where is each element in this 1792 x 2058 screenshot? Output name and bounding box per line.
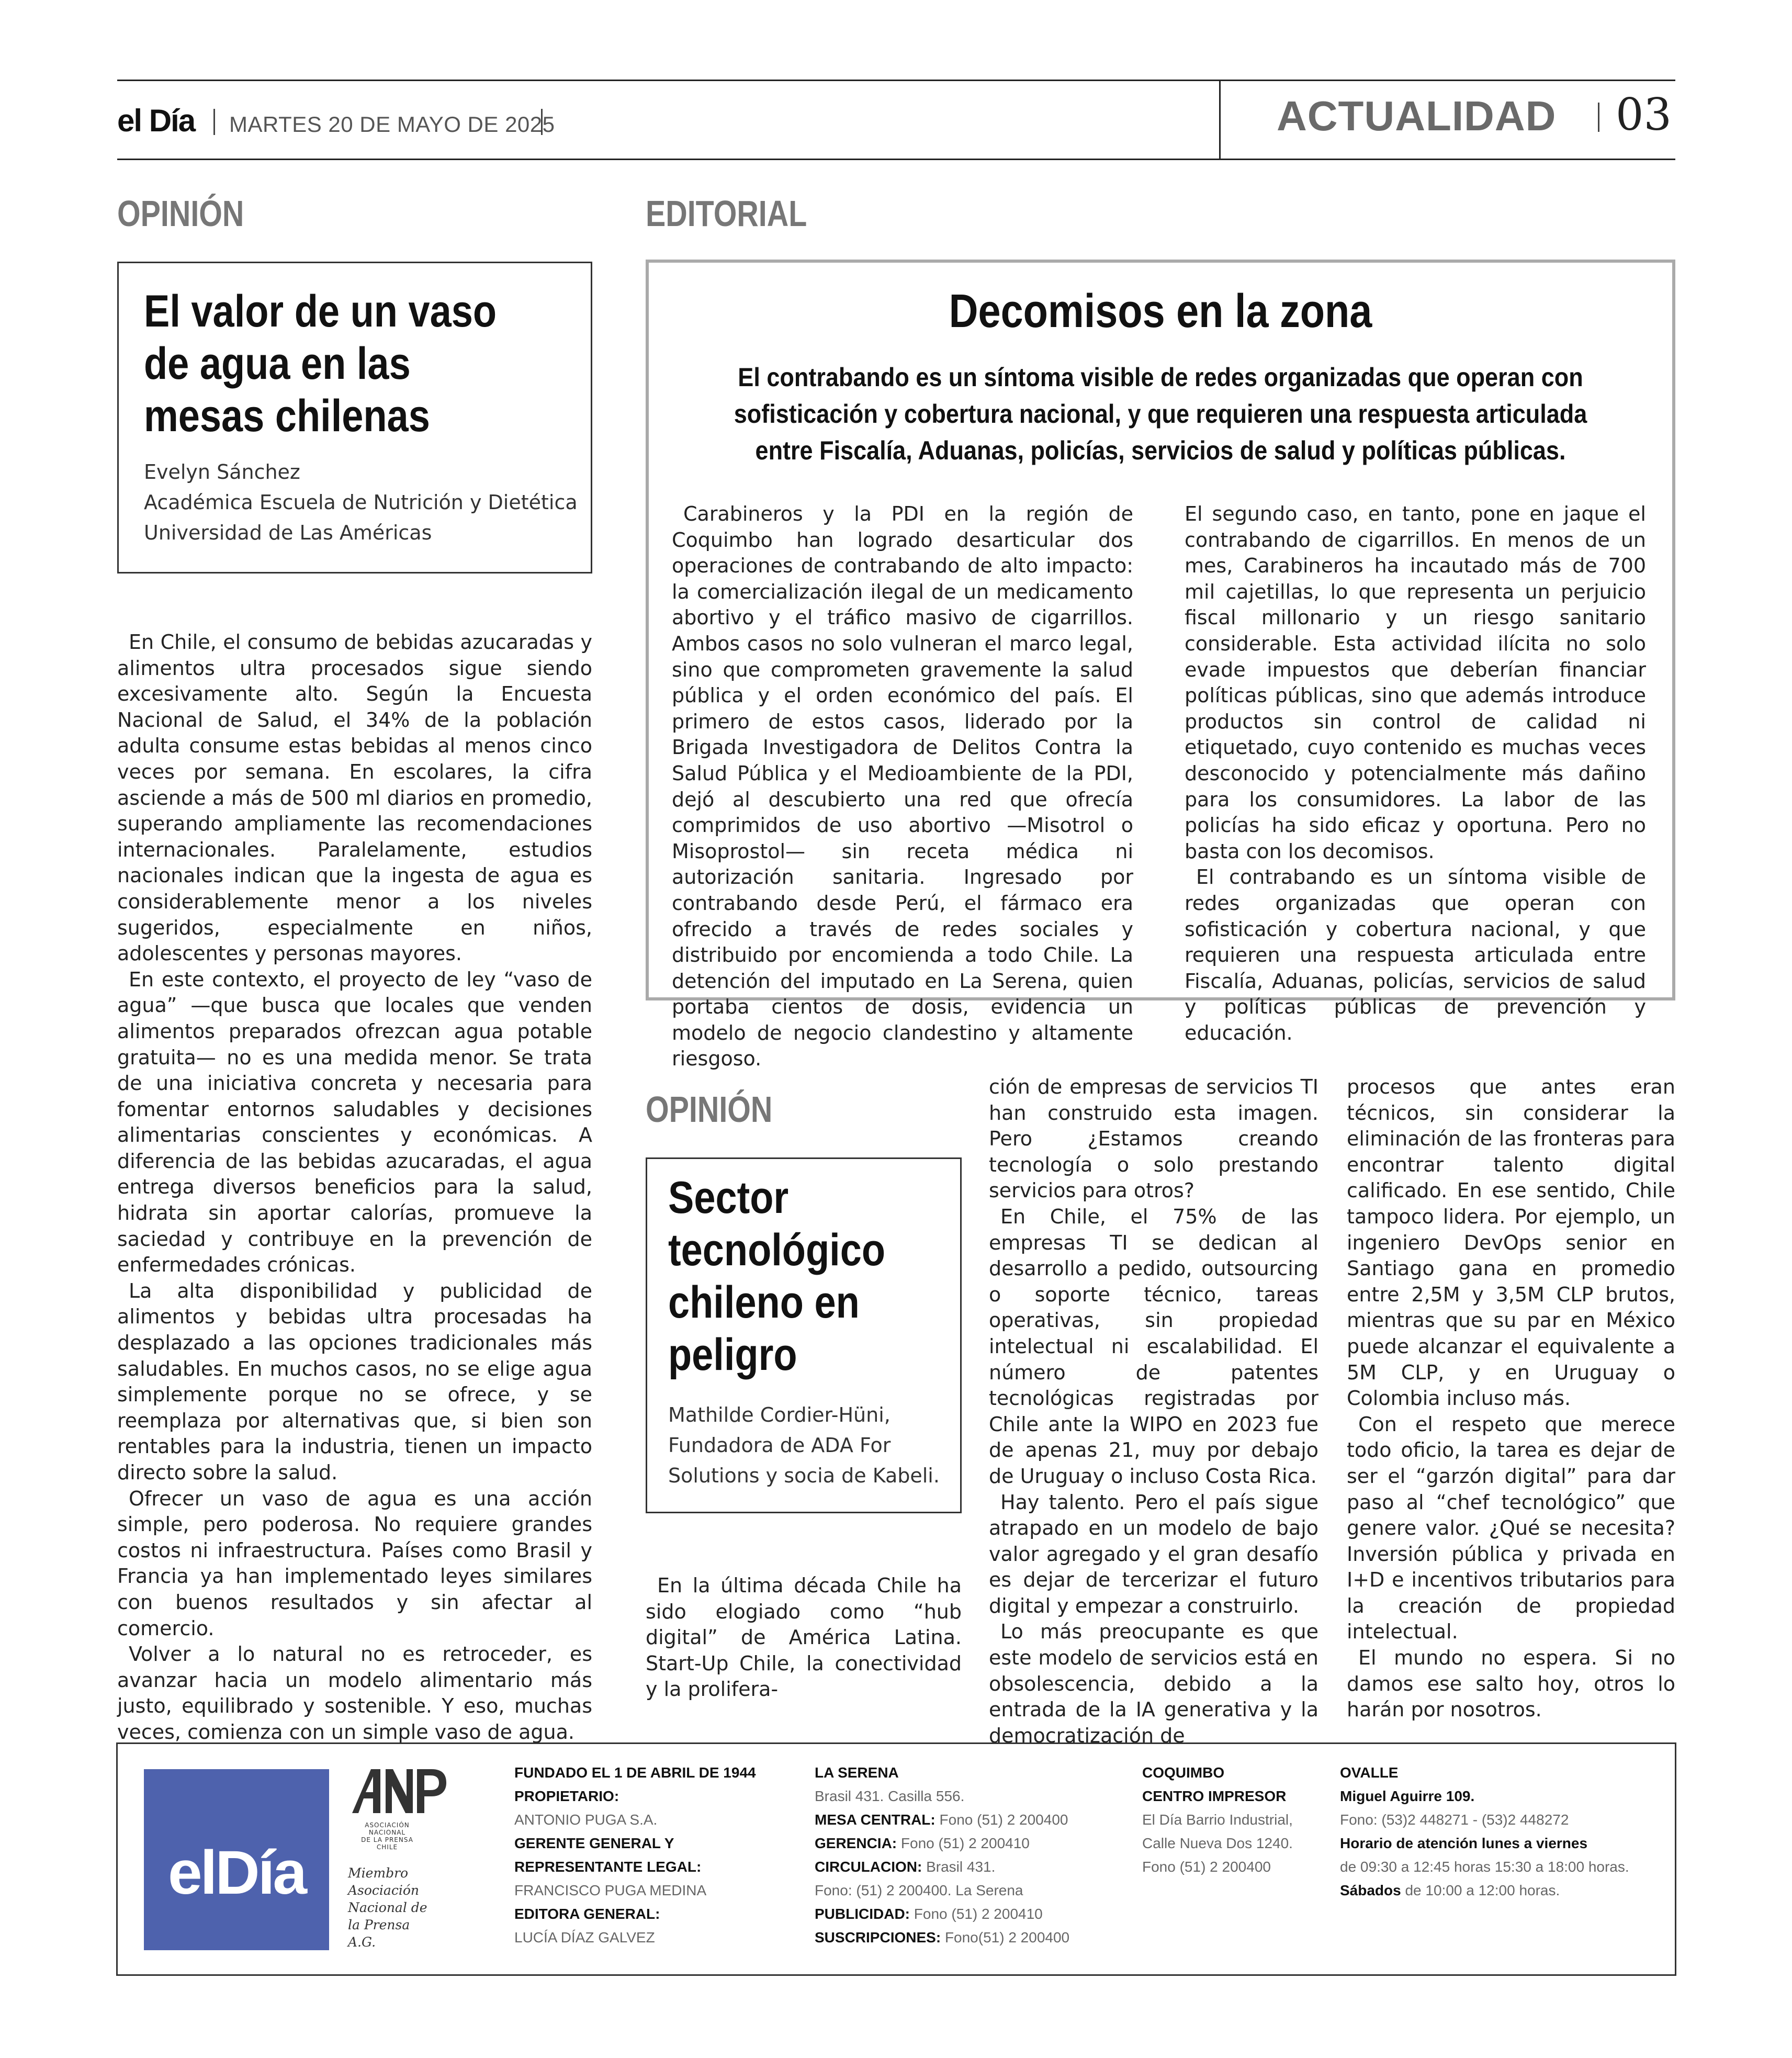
anp-subtitle [348,1821,426,1851]
paragraph: En este contexto, el proyecto de ley “vaso de agua” —que busca que locales que venden alimentos preparados ofrezcan agua potable gratuita— no es una medida menor. Se trata de una iniciativa concreta y necesaria para fomentar entornos saludables y decisiones alimentarias conscientes y económicas. A diferencia de las bebidas azucaradas, el agua entrega diversos beneficios para la salud, hidrata sin aportar calorías, promueve la saciedad y contribuye en la prevención de enfermedades crónicas. [117,968,592,1277]
section-name: ACTUALIDAD [1277,93,1557,139]
footer-col-ovalle [1340,1761,1629,1902]
paragraph: El contrabando es un síntoma visible de redes organizadas que operan con sofisticación y cobertura nacional, y que requieren una respuesta articulada entre Fiscalía, Aduanas, policías, servicios de salud y políticas públicas de prevención y educación. [1185,865,1646,1044]
author-role: Solutions y socia de Kabeli. [668,1464,940,1487]
owner-label: PROPIETARIO: [514,1788,619,1804]
masthead-footer [116,1742,1676,1976]
mesa-label: MESA CENTRAL: [815,1812,936,1828]
opinion2-title [668,1172,885,1381]
publicidad-phone: Fono (51) 2 200410 [914,1906,1043,1922]
issue-date: MARTES 20 DE MAYO DE 2025 [229,112,555,137]
member-line: la Prensa [348,1917,410,1932]
opinion2-title-line: tecnológico [668,1225,886,1275]
header-bottom-rule [117,159,1675,160]
paragraph: En Chile, el consumo de bebidas azucaradas y alimentos ultra procesados sigue siendo excesivamente alto. Según la Encuesta Nacional de Salud, el 34% de la población adulta consume estas bebidas al menos cinco veces por semana. En escolares, la cifra asciende a más de 500 ml diarios en promedio, superando ampliamente las recomendaciones internacionales. Paralelamente, estudios nacionales indican que la ingesta de agua es considerablemente menor a los niveles sugeridos, especialmente en niños, adolescentes y personas mayores. [117,631,592,965]
opinion1-title-box [117,262,592,573]
section-separator [1598,103,1599,132]
header-top-rule [117,80,1675,81]
newspaper-brand: el Día [117,103,195,138]
phone-line: Fono: (53)2 448271 - (53)2 448272 [1340,1812,1569,1828]
paragraph: Carabineros y la PDI en la región de Coquimbo han logrado desarticular dos operaciones de contrabando de alto impacto: la comercialización ilegal de un medicamento abortivo y el tráfico masivo de cigarrillos. Ambos casos no solo vulneran el marco legal, sino que comprometen gravemente la salud pública y el orden económico del país. El primero de estos casos, liderado por la Brigada Investigadora de Delitos Contra la Salud Pública y el Medioambiente de la PDI, dejó al descubierto una red que ofrecía comprimidos de uso abortivo —Misotrol o Misoprostol— sin receta médica ni autorización sanitaria. Ingresado por contrabando desde Perú, el fármaco era ofrecido a través de redes sociales y distribuido por encomienda a todo Chile. La detención del imputado en La Serena, quien portaba cientos de dosis, evidencia un modelo de negocio clandestino y altamente riesgoso. [672,502,1133,1071]
paragraph: Volver a lo natural no es retroceder, es avanzar hacia un modelo alimentario más justo, equilibrado y sostenible. Y eso, muchas veces, comienza con un simple vaso de agua. [117,1643,592,1744]
address-line: El Día Barrio Industrial, [1142,1812,1293,1828]
anp-subtitle-line: NACIONAL [368,1829,406,1836]
address: Brasil 431. Casilla 556. [815,1788,965,1804]
footer-col-coquimbo [1142,1761,1293,1879]
subtitle-line: sofisticación y cobertura nacional, y que requieren una respuesta articulada [734,399,1587,429]
opinion2-title-line: chileno en [668,1277,860,1328]
opinion1-title-line: de agua en las [144,339,411,389]
eldia-logo [144,1769,329,1950]
member-note [348,1864,427,1951]
suscripciones-label: SUSCRIPCIONES: [815,1929,941,1945]
hours: de 09:30 a 12:45 horas 15:30 a 18:00 horas. [1340,1859,1629,1875]
circulacion-phone: Fono: (51) 2 200400. La Serena [815,1882,1023,1898]
opinion1-author [144,457,578,548]
member-line: Asociación [348,1883,419,1898]
editorial-subtitle [700,359,1621,469]
opinion2-title-line: Sector [668,1173,789,1223]
anp-subtitle-line: ASOCIACIÓN [365,1821,410,1829]
city-name: COQUIMBO [1142,1764,1225,1781]
paragraph: En Chile, el 75% de las empresas TI se dedican al desarrollo a pedido, outsourcing o soporte técnico, tareas operativas, sin propiedad intelectual ni escalabilidad. El número de patentes tecnológicas registradas por Chile ante la WIPO en 2023 fue de apenas 21, muy por debajo de Uruguay o incluso Costa Rica. [989,1205,1318,1488]
paragraph: El segundo caso, en tanto, pone en jaque el contrabando de cigarrillos. En menos de un mes, Carabineros ha incautado más de 700 mil cajetillas, lo que representa un perjuicio fiscal millonario y un riesgo sanitario considerable. Esta actividad ilícita no solo evade impuestos que deberían financiar políticas públicas, sino que además introduce productos sin control de calidad ni etiquetado, cuyo contenido es muchas veces desconocido y potencialmente más dañino para los consumidores. La labor de las policías ha sido eficaz y oportuna. Pero no basta con los decomisos. [1185,502,1646,863]
suscripciones-phone: Fono(51) 2 200400 [944,1929,1070,1945]
circulacion-label: CIRCULACION: [815,1859,922,1875]
footer-col-owners [514,1761,756,1949]
opinion1-body [117,629,592,1746]
paragraph: procesos que antes eran técnicos, sin considerar la eliminación de las fronteras para encontrar talento digital calificado. En ese sentido, Chile tampoco lidera. Por ejemplo, un ingeniero DevOps senior en Santiago gana en promedio entre 2,5M y 3,5M CLP brutos, mientras que su par en México puede alcanzar el equivalente a 5M CLP, y en Uruguay o Colombia incluso más. [1347,1075,1675,1410]
date-separator [541,109,543,135]
saturday-label: Sábados [1340,1882,1401,1898]
author-name: Mathilde Cordier-Hüni, [668,1403,891,1426]
member-line: Miembro [348,1865,409,1881]
member-line: A.G. [348,1935,376,1950]
brand-separator [213,109,215,135]
opinion-label: OPINIÓN [117,193,244,234]
page-number: 03 [1616,89,1672,140]
author-name: Evelyn Sánchez [144,460,300,483]
address-line: Calle Nueva Dos 1240. [1142,1835,1293,1851]
editorial-box [646,260,1675,1071]
author-institution: Universidad de Las Américas [144,521,432,544]
paragraph: En la última década Chile ha sido elogiado como “hub digital” de América Latina. Start-Up Chile, la conectividad y la prolifera- [646,1574,962,1701]
opinion2-title-box [646,1157,962,1513]
editorial-col-1 [672,501,1133,1072]
editorial-col-2 [1185,501,1646,1046]
gm-label-2: REPRESENTANTE LEGAL: [514,1859,702,1875]
gerencia-label: GERENCIA: [815,1835,897,1851]
owner-name: ANTONIO PUGA S.A. [514,1812,658,1828]
logo-text: elDía [167,1838,306,1907]
anp-logo-mark [348,1765,447,1817]
editorial-label: EDITORIAL [646,193,807,234]
paragraph: Ofrecer un vaso de agua es una acción simple, pero poderosa. No requiere grandes costos ni infraestructura. Países como Brasil y Francia ya han implementado leyes similares con buenos resultados y sin afectar al comercio. [117,1487,592,1640]
header-divider [1219,80,1221,159]
opinion1-title [144,285,497,442]
paragraph: El mundo no espera. Si no damos ese salto hoy, otros lo harán por nosotros. [1347,1646,1675,1722]
author-role: Fundadora de ADA For [668,1434,891,1457]
opinion2-label: OPINIÓN [646,1089,773,1130]
editor-name: LUCÍA DÍAZ GALVEZ [514,1929,655,1945]
founded-line: FUNDADO EL 1 DE ABRIL DE 1944 [514,1764,756,1781]
city-name: LA SERENA [815,1764,899,1781]
opinion1-title-line: mesas chilenas [144,391,430,441]
opinion2-title-line: peligro [668,1330,797,1380]
footer-col-la-serena [815,1761,1069,1949]
printing-center: CENTRO IMPRESOR [1142,1788,1287,1804]
anp-subtitle-line: CHILE [376,1843,398,1851]
city-name: OVALLE [1340,1764,1399,1781]
subtitle-line: El contrabando es un síntoma visible de redes organizadas que operan con [738,363,1583,392]
editorial-title: Decomisos en la zona [949,285,1372,338]
opinion2-col-2 [989,1074,1318,1749]
paragraph: Hay talento. Pero el país sigue atrapado en un modelo de bajo valor agregado y el gran desafío es dejar de tercerizar el futuro digital y empezar a construirlo. [989,1490,1318,1617]
author-role: Académica Escuela de Nutrición y Dietética [144,491,578,514]
opinion2-col-1 [646,1573,962,1703]
anp-logo [348,1765,442,1859]
member-line: Nacional de [348,1900,427,1915]
gm-label: GERENTE GENERAL Y [514,1835,674,1851]
hours-label: Horario de atención lunes a viernes [1340,1835,1588,1851]
opinion2-author [668,1400,940,1491]
anp-subtitle-line: DE LA PRENSA [361,1836,413,1843]
paragraph: Lo más preocupante es que este modelo de servicios está en obsolescencia, debido a la entrada de la IA generativa y la democratización de [989,1620,1318,1747]
opinion1-title-line: El valor de un vaso [144,286,497,336]
publicidad-label: PUBLICIDAD: [815,1906,910,1922]
saturday-hours: de 10:00 a 12:00 horas. [1405,1882,1560,1898]
paragraph: La alta disponibilidad y publicidad de alimentos y bebidas ultra procesadas ha desplazado a las opciones tradicionales más saludables. En muchos casos, no se elige agua simplemente porque no se ofrece, y se reemplaza por alternativas que, si bien son rentables para la industria, tienen un impacto directo sobre la salud. [117,1279,592,1484]
phone-line: Fono (51) 2 200400 [1142,1859,1271,1875]
circulacion-address: Brasil 431. [926,1859,996,1875]
paragraph: Con el respeto que merece todo oficio, la tarea es dejar de ser el “garzón digital” para dar paso al “chef tecnológico” que genere valor. ¿Qué se necesita? Inversión pública y privada en I+D e incentivos tributarios para la creación de propiedad intelectual. [1347,1412,1675,1644]
opinion2-col-3 [1347,1074,1675,1723]
gerencia-phone: Fono (51) 2 200410 [900,1835,1030,1851]
paragraph: ción de empresas de servicios TI han construido esta imagen. Pero ¿Estamos creando tecnología o solo prestando servicios para otros? [989,1075,1318,1202]
gm-name: FRANCISCO PUGA MEDINA [514,1882,707,1898]
editor-label: EDITORA GENERAL: [514,1906,660,1922]
mesa-phone: Fono (51) 2 200400 [939,1812,1068,1828]
subtitle-line: entre Fiscalía, Aduanas, policías, servicios de salud y políticas públicas. [755,436,1566,465]
address: Miguel Aguirre 109. [1340,1788,1475,1804]
